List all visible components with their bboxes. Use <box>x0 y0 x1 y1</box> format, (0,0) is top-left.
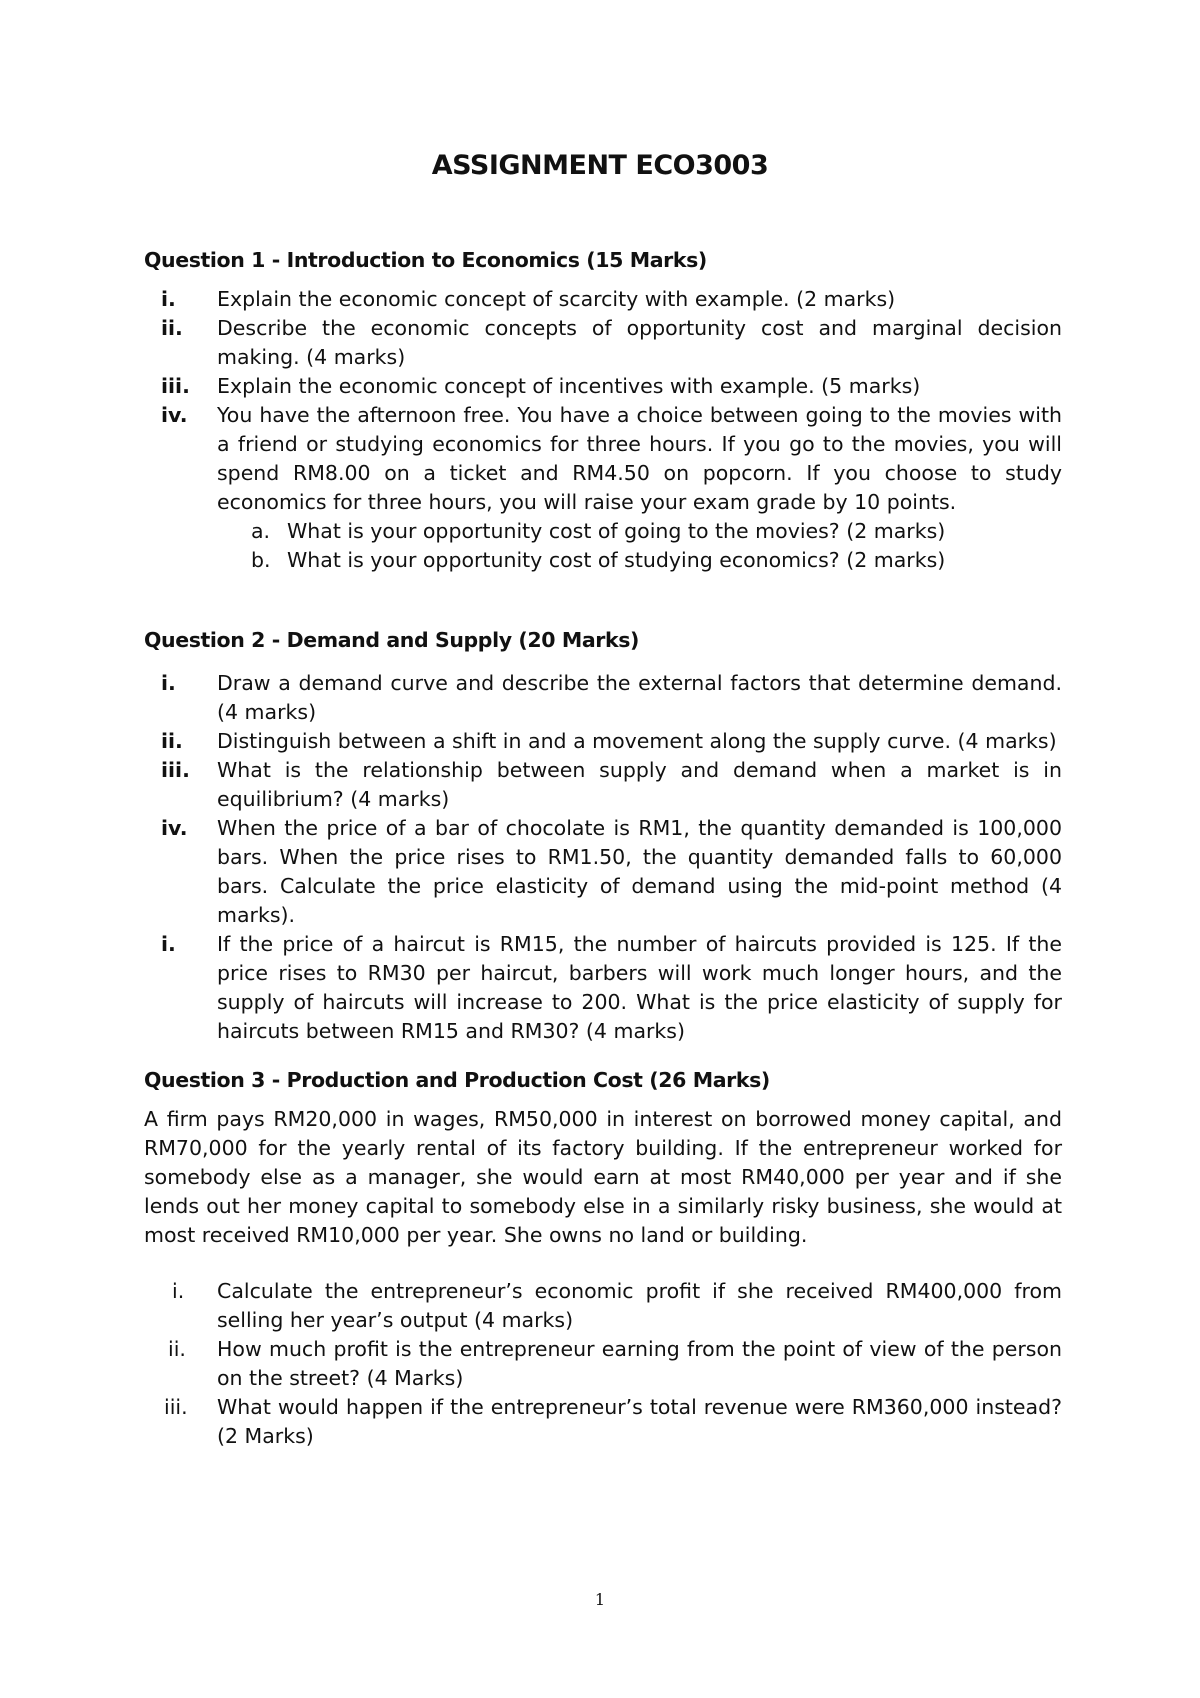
item-text: If the price of a haircut is RM15, the number of haircuts provided is 125. If the price rises to RM30 per haircut, barbers will work much longer hours, and the supply of haircuts will increase to 200. What is the price elasticity of supply for haircuts between RM15 and RM30? (4 marks) <box>217 932 1062 1043</box>
sub-item-text: What is your opportunity cost of going to the movies? (2 marks) <box>287 519 946 543</box>
item-number: ii. <box>168 1337 186 1361</box>
page-title: ASSIGNMENT ECO3003 <box>431 150 769 181</box>
list-item <box>144 285 1062 314</box>
item-text: Explain the economic concept of incentives with example. (5 marks) <box>217 374 921 398</box>
item-number: i. <box>161 671 176 695</box>
item-text: How much profit is the entrepreneur earning from the point of view of the person on the street? (4 Marks) <box>217 1337 1062 1390</box>
list-item <box>144 930 1062 1046</box>
item-text: Draw a demand curve and describe the external factors that determine demand. (4 marks) <box>217 671 1062 724</box>
question-3-list <box>144 1277 1062 1451</box>
question-1-heading: Question 1 - Introduction to Economics (15 Marks) <box>144 248 707 272</box>
item-text: Explain the economic concept of scarcity with example. (2 marks) <box>217 287 896 311</box>
sub-item-letter: b. <box>251 548 271 572</box>
list-item <box>144 1277 1062 1335</box>
list-item <box>144 1393 1062 1451</box>
list-item <box>144 401 1062 517</box>
question-1-section <box>144 246 1062 575</box>
item-text: What would happen if the entrepreneur’s total revenue were RM360,000 instead? (2 Marks) <box>217 1395 1062 1448</box>
question-3-heading: Question 3 - Production and Production Cost (26 Marks) <box>144 1068 770 1092</box>
question-3-paragraph: A firm pays RM20,000 in wages, RM50,000 in interest on borrowed money capital, and RM70,000 for the yearly rental of its factory building. If the entrepreneur worked for somebody else as a manager, she would earn at most RM40,000 per year and if she lends out her money capital to somebody else in a similarly risky business, she would at most received RM10,000 per year. She owns no land or building. <box>144 1107 1062 1247</box>
question-3-section <box>144 1066 1062 1451</box>
sub-item-text: What is your opportunity cost of studying economics? (2 marks) <box>287 548 946 572</box>
list-item <box>144 756 1062 814</box>
question-2-heading: Question 2 - Demand and Supply (20 Marks) <box>144 628 639 652</box>
item-number: iii. <box>161 758 190 782</box>
question-1-list <box>144 285 1062 517</box>
item-number: iv. <box>161 403 188 427</box>
item-number: i. <box>172 1279 185 1303</box>
sub-list-item <box>144 546 1062 575</box>
item-text: What is the relationship between supply and demand when a market is in equilibrium? (4 marks) <box>217 758 1062 811</box>
question-2-list <box>144 669 1062 1046</box>
item-text: Distinguish between a shift in and a movement along the supply curve. (4 marks) <box>217 729 1057 753</box>
item-text: You have the afternoon free. You have a choice between going to the movies with a friend or studying economics for three hours. If you go to the movies, you will spend RM8.00 on a ticket and RM4.50 on popcorn. If you choose to study economics for three hours, you will raise your exam grade by 10 points. <box>217 403 1062 514</box>
sub-list-item <box>144 517 1062 546</box>
item-number: i. <box>161 287 176 311</box>
list-item <box>144 372 1062 401</box>
sub-item-letter: a. <box>251 519 271 543</box>
item-number: i. <box>161 932 176 956</box>
item-number: ii. <box>161 729 183 753</box>
list-item <box>144 314 1062 372</box>
item-number: iii. <box>161 374 190 398</box>
item-number: iii. <box>164 1395 188 1419</box>
question-2-section <box>144 626 1062 1046</box>
item-text: Describe the economic concepts of opportunity cost and marginal decision making. (4 marks) <box>217 316 1062 369</box>
item-text: When the price of a bar of chocolate is RM1, the quantity demanded is 100,000 bars. When the price rises to RM1.50, the quantity demanded falls to 60,000 bars. Calculate the price elasticity of demand using the mid-point method (4 marks). <box>217 816 1062 927</box>
item-number: ii. <box>161 316 183 340</box>
list-item <box>144 1335 1062 1393</box>
question-1-sub-list <box>144 517 1062 575</box>
list-item <box>144 814 1062 930</box>
page-number: 1 <box>594 1590 606 1609</box>
item-text: Calculate the entrepreneur’s economic profit if she received RM400,000 from selling her year’s output (4 marks) <box>217 1279 1062 1332</box>
item-number: iv. <box>161 816 188 840</box>
list-item <box>144 669 1062 727</box>
list-item <box>144 727 1062 756</box>
